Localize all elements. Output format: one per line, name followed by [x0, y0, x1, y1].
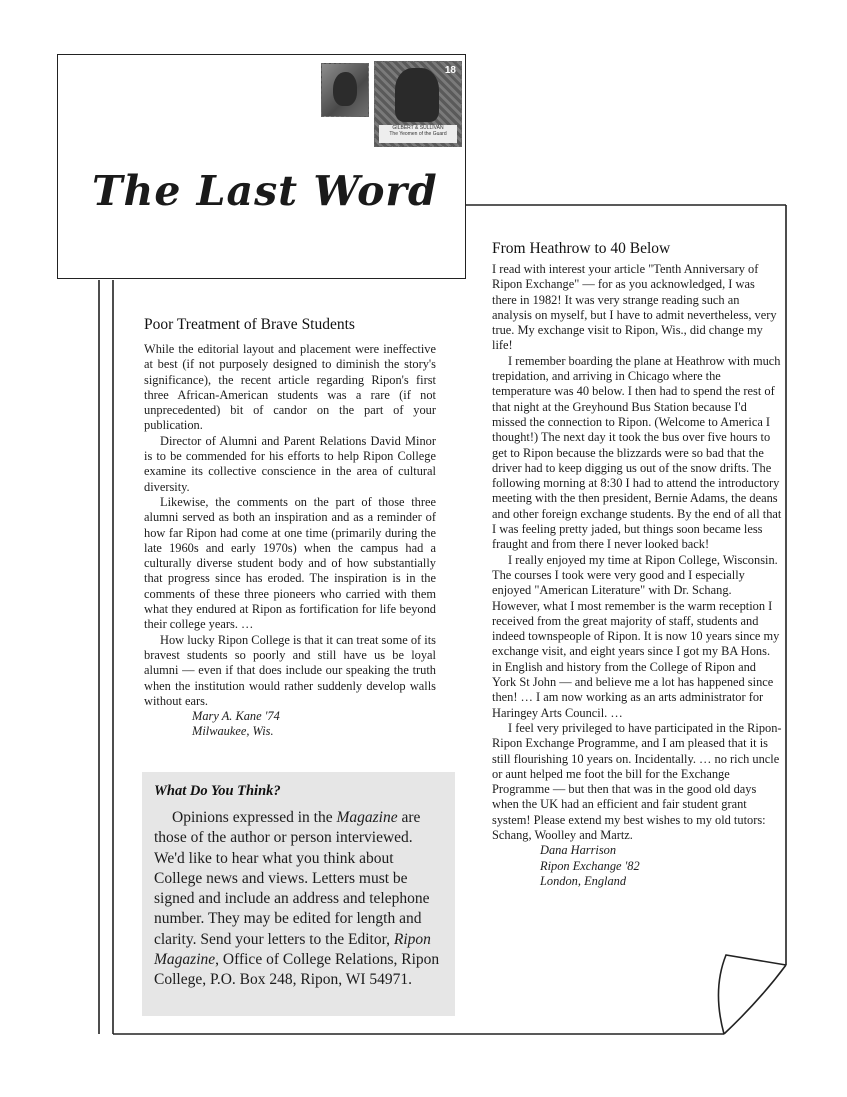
stamp-caption: GILBERT & SULLIVAN The Yeomen of the Guard: [379, 125, 457, 143]
letter-paragraph: I really enjoyed my time at Ripon College, Wisconsin. The courses I took were very good and I especially enjoyed "American Literature" with Dr. Schang. However, what I most remember is the warm reception I received from the great majority of staff, students and indeed townspeople of Ripon. It is now 10 years since my exchange visit, and eight years since I got my BA Hons. in English and history from the College of Ripon and York St John — and believe me a lot has happened since then! … I am now working as an arts administrator for Haringey Arts Council. …: [492, 552, 780, 720]
signature-name: Dana Harrison: [540, 843, 617, 858]
letter-paragraph: Likewise, the comments on the part of those three alumni served as both an inspiration and as a reminder of how far Ripon had come at one time (primarily during the late 1960s and early 1970s) when the campus had a culturally diverse student body and of how substantially that progress since has eroded. The inspiration is in the comments of these three pioneers who carried with them what they endured at Ripon as fortification for life beyond their college years. …: [144, 494, 436, 632]
letter-body: [144, 342, 436, 709]
letter-paragraph: While the editorial layout and placement were ineffective at best (if not purposely designed to diminish the story's significance), the recent article regarding Ripon's first three African-American students was a rare (if not unprecedented) bit of candor on the part of your publication.: [144, 342, 436, 433]
sidebar-heading: What Do You Think?: [154, 783, 281, 799]
letter-heathrow: [492, 240, 782, 889]
stamp-value: 18: [444, 65, 456, 76]
letter-heading: Poor Treatment of Brave Students: [144, 316, 355, 333]
letter-signature: [540, 843, 782, 889]
signature-name: Mary A. Kane '74: [192, 709, 280, 724]
letter-poor-treatment: [144, 316, 436, 740]
theatre-stamp-icon: [374, 61, 462, 147]
letter-paragraph: I remember boarding the plane at Heathrow with much trepidation, and arriving in Chicago where the temperature was 40 below. I then had to spend the rest of that night at the Greyhound Bus Station because I'd missed the connection to Ripon. (Welcome to America I thought!) The next day it took the bus over five hours to get to Ripon because the blizzards were so bad that the driver had to keep digging us out of the snow drifts. The following morning at 8:30 I had to attend the introductory meeting with the then president, Bernie Adams, the deans and other foreign exchange students. By the end of all that I was feeling pretty jaded, but things soon became less fraught and from there I never looked back!: [492, 353, 782, 552]
queen-stamp-icon: [321, 63, 369, 117]
signature-location: London, England: [540, 873, 627, 888]
letter-paragraph: How lucky Ripon College is that it can treat some of its bravest students so poorly and still have us be loyal alumni — even if that does include our speaking the truth when the institution would rather suddenly develop walls without ears.: [144, 632, 436, 708]
page-title: The Last Word: [92, 167, 438, 215]
letter-paragraph: Director of Alumni and Parent Relations David Minor is to be commended for his efforts to help Ripon College examine its collective conscience in the area of cultural diversity.: [144, 433, 436, 494]
feedback-sidebar: [142, 772, 455, 1016]
header-envelope: [57, 54, 466, 279]
letter-body: [492, 262, 782, 843]
signature-location: Milwaukee, Wis.: [192, 724, 274, 739]
letter-paragraph: I feel very privileged to have participated in the Ripon-Ripon Exchange Programme, and I am pleased that it is still flourishing 10 years on. Incidentally. … no rich uncle or aunt helped me foot the bill for the Exchange Programme — but then that was in the good old days when the UK had an efficient and fair student grant system! Please extend my best wishes to my old tutors: Schang, Woolley and Martz.: [492, 720, 782, 842]
sidebar-text: Opinions expressed in the Magazine are those of the author or person interviewed. We'd like to hear what you think about College news and views. Letters must be signed and include an address and telephone number. They may be edited for length and clarity. Send your letters to the Editor, Ripon Magazine, Office of College Relations, Ripon College, P.O. Box 248, Ripon, WI 54971.: [154, 809, 440, 989]
letter-paragraph: I read with interest your article "Tenth Anniversary of Ripon Exchange" — for as you acknowledged, I was there in 1982! It was very strange reading such an analysis on myself, but I have to admit nevertheless, very true. My exchange visit to Ripon, Wis., did change my life!: [492, 262, 777, 353]
letter-heading: From Heathrow to 40 Below: [492, 240, 671, 257]
letter-signature: [192, 709, 436, 740]
signature-affiliation: Ripon Exchange '82: [540, 858, 640, 873]
